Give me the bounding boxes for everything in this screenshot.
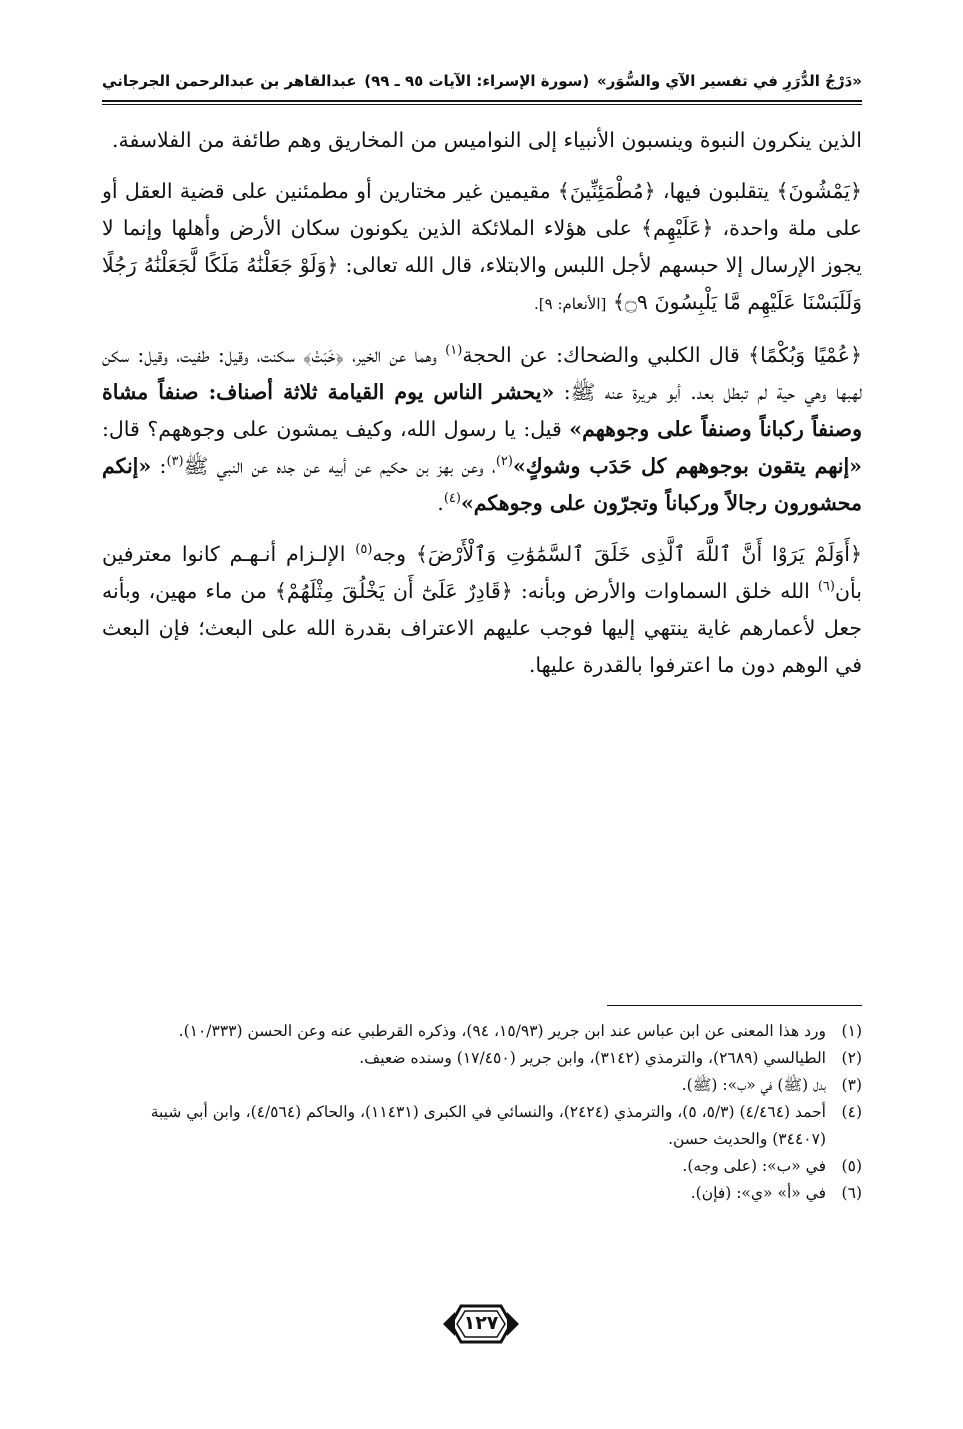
footnote-text: الطيالسي (٢٦٨٩)، والترمذي (٣١٤٢)، وابن جرير (١٧/٤٥٠) وسنده ضعيف.: [359, 1049, 826, 1067]
footnote-number: (١): [841, 1022, 862, 1040]
footnote-text: بدل (ﷺ) في «ب»: (ﷺ).: [681, 1076, 826, 1094]
footnote-number: (٦): [841, 1184, 862, 1202]
paragraph-2: [102, 173, 862, 323]
footnote-text: ورد هذا المعنى عن ابن عباس عند ابن جرير (١٥/٩٣، ٩٤)، وذكره القرطبي عنه وعن الحسن (١٠/٣٣٣).: [178, 1022, 826, 1040]
paragraph-1: [102, 122, 862, 159]
footnote-4: [102, 1099, 862, 1153]
footnote-5: [102, 1153, 862, 1180]
paragraph-1-text: الذين ينكرون النبوة وينسبون الأنبياء إلى النواميس من المخاريق وهم طائفة من الفلاسفة.: [111, 128, 862, 152]
footnote-text: في «ب»: (على وجه).: [682, 1157, 826, 1175]
footnote-ref-1[interactable]: (١): [445, 343, 463, 359]
footnote-number: (٣): [841, 1076, 862, 1094]
paragraph-3-text-a: ﴿عُمْيًا وَبُكْمًا﴾ قال الكلبي والضحاك: عن الحجة: [462, 343, 862, 367]
paragraph-3-text-b: وهما عن الخير، ﴿خَبَتْ﴾ سكنت، وقيل: طفيت، وقيل: سكن لهبها وهي حية لم تبطل بعد. أبو هريرة عنه ﷺ:: [102, 343, 862, 404]
footnote-number: (٢): [841, 1049, 862, 1067]
paragraph-4-text-a: ﴿أَوَلَمْ يَرَوْا أَنَّ ٱللَّهَ ٱلَّذِى خَلَقَ ٱلسَّمَٰوَٰتِ وَٱلْأَرْضَ﴾ وجه: [372, 542, 862, 566]
footnote-number: (٥): [841, 1157, 862, 1175]
footnote-2: [102, 1045, 862, 1072]
footnote-1: [102, 1018, 862, 1045]
running-header: [102, 66, 862, 96]
paragraph-3-text-d: ، وعن بهز بن حكيم عن أبيه عن جده عن النبي ﷺ: [183, 454, 496, 478]
hadith-quote-3: «إنكم محشورون رجالاً وركباناً وتجرّون على وجوهكم»: [102, 454, 862, 515]
footnote-ref-3[interactable]: (٣): [166, 454, 184, 470]
footnote-text: في «أ» «ي»: (فإن).: [690, 1184, 826, 1202]
footnote-3: [102, 1072, 862, 1099]
header-book-title: «دَرْجُ الدُّرَرِ في تفسير الآي والسُّوَر»: [597, 72, 862, 90]
footnote-text: أحمد (٤/٤٦٤) (٥/٣، ٥)، والترمذي (٢٤٢٤)، والنسائي في الكبرى (١١٤٣١)، والحاكم (٤/٥٦٤)، وابن أبي شيبة (٣٤٤٠٧) والحديث حسن.: [150, 1103, 826, 1148]
footnote-ref-4[interactable]: (٤): [443, 491, 461, 507]
footnote-ref-5[interactable]: (٥): [355, 542, 373, 558]
hadith-quote-2: «إنهم يتقون بوجوههم كل حَدَب وشوكٍ»: [512, 454, 862, 478]
header-rule-thin: [102, 104, 862, 105]
paragraph-4-text-b: الإلـزام أنـهـم كانوا معترفين بأن: [102, 542, 862, 603]
paragraph-4-text-c: الله خلق السماوات والأرض وبأنه: ﴿قَادِرٌ عَلَىٰٓ أَن يَخْلُقَ مِثْلَهُمْ﴾ من ماء مهين، وبأنه جعل لأعمارهم غاية ينتهي إليها فوجب عليهم الاعتراف بقدرة الله على البعث؛ فإن البعث في الوهم دون ما اعترفوا بالقدرة عليها.: [102, 579, 862, 677]
header-rule: [102, 100, 862, 102]
footnote-ref-2[interactable]: (٢): [495, 454, 513, 470]
header-surah-range: (سورة الإسراء: الآيات ٩٥ ـ ٩٩): [364, 72, 590, 90]
footnote-separator: [607, 1005, 862, 1006]
paragraph-3-text-e: :: [151, 454, 167, 478]
paragraph-3: [102, 337, 862, 522]
page-number-ornament: [441, 1300, 521, 1348]
quran-verse-anam-9: ﴿وَلَوْ جَعَلْنَٰهُ مَلَكًا لَّجَعَلْنَٰهُ رَجُلًا وَلَلَبَسْنَا عَلَيْهِم مَّا يَلْبِسُونَ ۝٩﴾: [102, 253, 862, 314]
footnote-number: (٤): [841, 1103, 862, 1121]
hadith-quote-1: «يحشر الناس يوم القيامة ثلاثة أصناف: صنفاً مشاة وصنفاً ركباناً وصنفاً على وجوههم»: [102, 380, 862, 441]
paragraph-3-text-f: .: [437, 491, 444, 515]
main-text: [102, 122, 862, 698]
paragraph-3-text-c: قيل: يا رسول الله، وكيف يمشون على وجوههم؟ قال:: [102, 417, 570, 441]
header-author: عبدالقاهر بن عبدالرحمن الجرجاني: [102, 72, 357, 90]
paragraph-4: [102, 536, 862, 684]
paragraph-2-text: ﴿يَمْشُونَ﴾ يتقلبون فيها، ﴿مُطْمَئِنِّينَ﴾ مقيمين غير مختارين أو مطمئنين على قضية العقل أو على ملة واحدة، ﴿عَلَيْهِم﴾ على هؤلاء الملائكة الذين يكونون سكان الأرض وأهلها وإنما لا يجوز الإرسال إلا حبسهم لأجل اللبس والابتلاء، قال الله تعالى:: [102, 179, 862, 277]
footnotes: [102, 1018, 862, 1207]
footnote-6: [102, 1180, 862, 1207]
footnote-ref-6[interactable]: (٦): [817, 579, 835, 595]
page-number: ١٢٧: [463, 1312, 499, 1334]
verse-citation: [الأنعام: ٩].: [534, 295, 607, 313]
